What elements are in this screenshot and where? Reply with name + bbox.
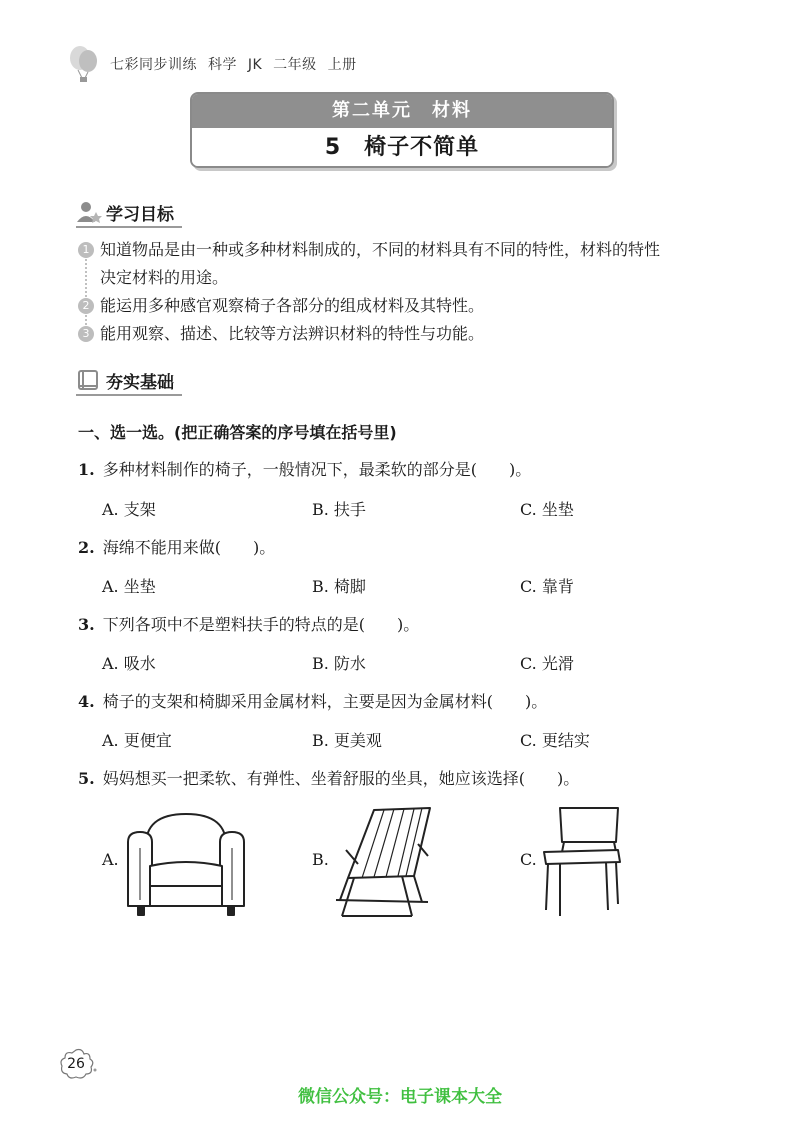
- question-text: 海绵不能用来做( )。: [102, 538, 276, 557]
- section-basics: [76, 366, 174, 394]
- goal-item-1: [78, 236, 661, 287]
- goal-number: 1: [78, 242, 94, 258]
- watermark-text: 微信公众号：电子课本大全: [298, 1087, 502, 1107]
- goal-item-2: [78, 292, 485, 320]
- option-c: C. 坐垫: [520, 500, 574, 519]
- question-number: 2.: [78, 538, 95, 557]
- folding-chair-image: [332, 804, 442, 920]
- question-text: 多种材料制作的椅子，一般情况下，最柔软的部分是( )。: [102, 460, 532, 479]
- section-title: 夯实基础: [106, 372, 174, 393]
- option-b: B. 椅脚: [312, 577, 366, 596]
- option-b: B. 更美观: [312, 731, 382, 750]
- header-text: 七彩同步训练 科学 JK 二年级 上册: [110, 57, 357, 73]
- option-a: A. 更便宜: [102, 731, 172, 750]
- plain-chair-image: [540, 804, 624, 920]
- option-c: C. 靠背: [520, 577, 574, 596]
- question-number: 4.: [78, 692, 95, 711]
- question-number: 1.: [78, 460, 95, 479]
- book-icon: [76, 368, 102, 392]
- section-learning-goals: [76, 198, 174, 226]
- question-4: [78, 689, 547, 712]
- question-5: [78, 766, 579, 789]
- question-number: 5.: [78, 769, 95, 788]
- unit-title: 第二单元 材料: [192, 94, 612, 128]
- option-a: A. 支架: [102, 500, 156, 519]
- goal-item-3: [78, 320, 485, 348]
- student-icon: [76, 200, 102, 224]
- page-number: [60, 1048, 98, 1080]
- part-title: 一、选一选。(把正确答案的序号填在括号里): [78, 423, 397, 442]
- goal-text: 能用观察、描述、比较等方法辨识材料的特性与功能。: [100, 324, 485, 343]
- armchair-image: [124, 808, 248, 918]
- title-box: [190, 92, 614, 168]
- goal-text: 知道物品是由一种或多种材料制成的，不同的材料具有不同的特性，材料的特性: [100, 240, 661, 259]
- question-text: 下列各项中不是塑料扶手的特点的是( )。: [102, 615, 420, 634]
- balloon-logo-icon: [66, 45, 102, 83]
- goal-number: 2: [78, 298, 94, 314]
- section-title: 学习目标: [106, 204, 174, 225]
- option-c-label: C.: [520, 850, 537, 869]
- section-underline: [76, 394, 182, 396]
- lesson-title: 5 椅子不简单: [192, 128, 612, 168]
- question-number: 3.: [78, 615, 95, 634]
- question-2: [78, 535, 275, 558]
- question-text: 妈妈想买一把柔软、有弹性、坐着舒服的坐具，她应该选择( )。: [102, 769, 580, 788]
- option-b: B. 防水: [312, 654, 366, 673]
- option-a: A. 吸水: [102, 654, 156, 673]
- page-number-text: 26: [67, 1056, 85, 1072]
- question-text: 椅子的支架和椅脚采用金属材料，主要是因为金属材料( )。: [102, 692, 548, 711]
- page-header: [66, 44, 357, 84]
- question-1: [78, 457, 531, 480]
- goal-text: 能运用多种感官观察椅子各部分的组成材料及其特性。: [100, 296, 485, 315]
- goal-text-cont: 决定材料的用途。: [100, 268, 229, 287]
- section-underline: [76, 226, 182, 228]
- option-b: B. 扶手: [312, 500, 366, 519]
- option-c: C. 更结实: [520, 731, 590, 750]
- option-c: C. 光滑: [520, 654, 574, 673]
- question-3: [78, 612, 419, 635]
- option-a-label: A.: [102, 850, 119, 869]
- option-b-label: B.: [312, 850, 329, 869]
- option-a: A. 坐垫: [102, 577, 156, 596]
- goal-number: 3: [78, 326, 94, 342]
